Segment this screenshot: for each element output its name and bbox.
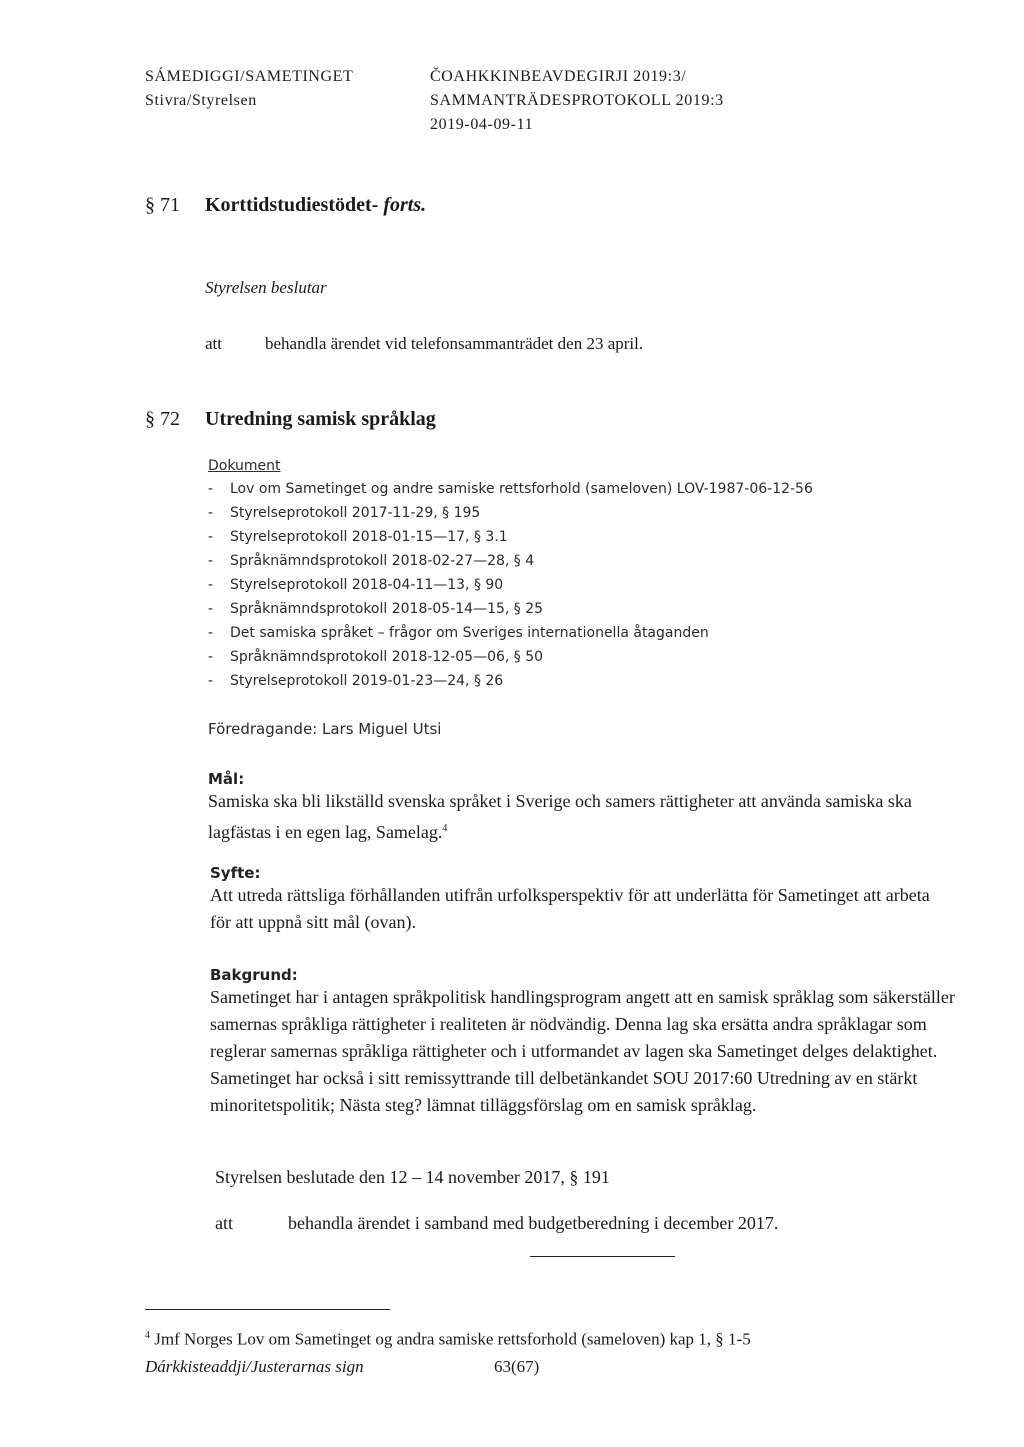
prior-decision: Styrelsen beslutade den 12 – 14 november 2017, § 191 xyxy=(215,1167,610,1187)
documents-heading: Dokument xyxy=(208,458,281,474)
rapporteur: Föredragande: Lars Miguel Utsi xyxy=(208,720,442,738)
document-item: - Styrelseprotokoll 2018-04-11—13, § 90 xyxy=(208,577,504,593)
goal-heading: Mål: xyxy=(208,770,245,788)
section-72-title: Utredning samisk språklag xyxy=(205,408,436,430)
footnote-ref: 4 xyxy=(442,823,448,834)
header-protocol-sami: ČOAHKKINBEAVDEGIRJI 2019:3/ xyxy=(430,68,687,85)
document-item: - Det samiska språket – frågor om Sveriges internationella åtaganden xyxy=(208,625,709,641)
header-org: SÁMEDIGGI/SAMETINGET xyxy=(145,68,354,85)
goal-text: Samiska ska bli likställd svenska språket i Sverige och samers rättigheter att använda samiska ska lagfästas i en egen lag, Samelag.$^4$ xyxy=(208,791,912,842)
section-71-title xyxy=(205,194,426,217)
background-heading: Bakgrund: xyxy=(210,966,298,984)
footnote-number: 4 xyxy=(145,1330,150,1341)
section-71-att: att xyxy=(205,334,222,353)
footnote-text: Jmf Norges Lov om Sametinget og andra samiske rettsforhold (sameloven) kap 1, § 1-5 xyxy=(154,1329,751,1349)
footnote xyxy=(145,1324,751,1351)
document-item: - Styrelseprotokoll 2018-01-15—17, § 3.1 xyxy=(208,529,508,545)
background-text: Sametinget har i antagen språkpolitisk handlingsprogram angett att en samisk språklag som säkerställer samernas språkliga rättigheter i realiteten är nödvändig. Denna lag ska ersätta andra språklagar som reglerar samernas språkliga rättigheter och i utformandet av lagen ska Sametinget delges delaktighet. Sametinget har också i sitt remissyttrande till delbetänkandet SOU 2017:60 Utredning av en stärkt minoritetspolitik; Nästa steg? lämnat tilläggsförslag om en samisk språklag. xyxy=(210,987,955,1115)
document-item: - Språknämndsprotokoll 2018-02-27—28, § 4 xyxy=(208,553,535,569)
purpose-heading: Syfte: xyxy=(210,864,261,882)
signature-label: Dárkkisteaddji/Justerarnas sign xyxy=(145,1357,364,1376)
document-item: - Språknämndsprotokoll 2018-05-14—15, § 25 xyxy=(208,601,544,617)
header-protocol-sv: SAMMANTRÄDESPROTOKOLL 2019:3 xyxy=(430,92,724,109)
section-71-decision-text: behandla ärendet vid telefonsammanträdet den 23 april. xyxy=(265,334,644,353)
section-71-title-forts: forts. xyxy=(383,194,427,216)
prior-decision-att: att xyxy=(215,1213,233,1233)
document-item: - Styrelseprotokoll 2017-11-29, § 195 xyxy=(208,505,481,521)
purpose-text: Att utreda rättsliga förhållanden utifrån urfolksperspektiv för att underlätta för Sametinget att arbeta för att uppnå sitt mål (ovan). xyxy=(210,885,930,932)
document-item: - Lov om Sametinget og andre samiske rettsforhold (sameloven) LOV-1987-06-12-56 xyxy=(208,481,813,497)
header-date: 2019-04-09-11 xyxy=(430,116,534,133)
section-71-decision-heading: Styrelsen beslutar xyxy=(205,278,327,297)
prior-decision-text: behandla ärendet i samband med budgetberedning i december 2017. xyxy=(288,1213,779,1233)
footnote-rule xyxy=(145,1309,390,1310)
section-end-rule xyxy=(530,1256,675,1257)
section-71-number: § 71 xyxy=(145,194,180,216)
page-number: 63(67) xyxy=(494,1357,540,1376)
header-board: Stivra/Styrelsen xyxy=(145,92,257,109)
section-72-number: § 72 xyxy=(145,408,180,430)
section-71-title-main: Korttidstudiestödet- xyxy=(205,194,384,216)
document-item: - Språknämndsprotokoll 2018-12-05—06, § 50 xyxy=(208,649,544,665)
document-item: - Styrelseprotokoll 2019-01-23—24, § 26 xyxy=(208,673,504,689)
